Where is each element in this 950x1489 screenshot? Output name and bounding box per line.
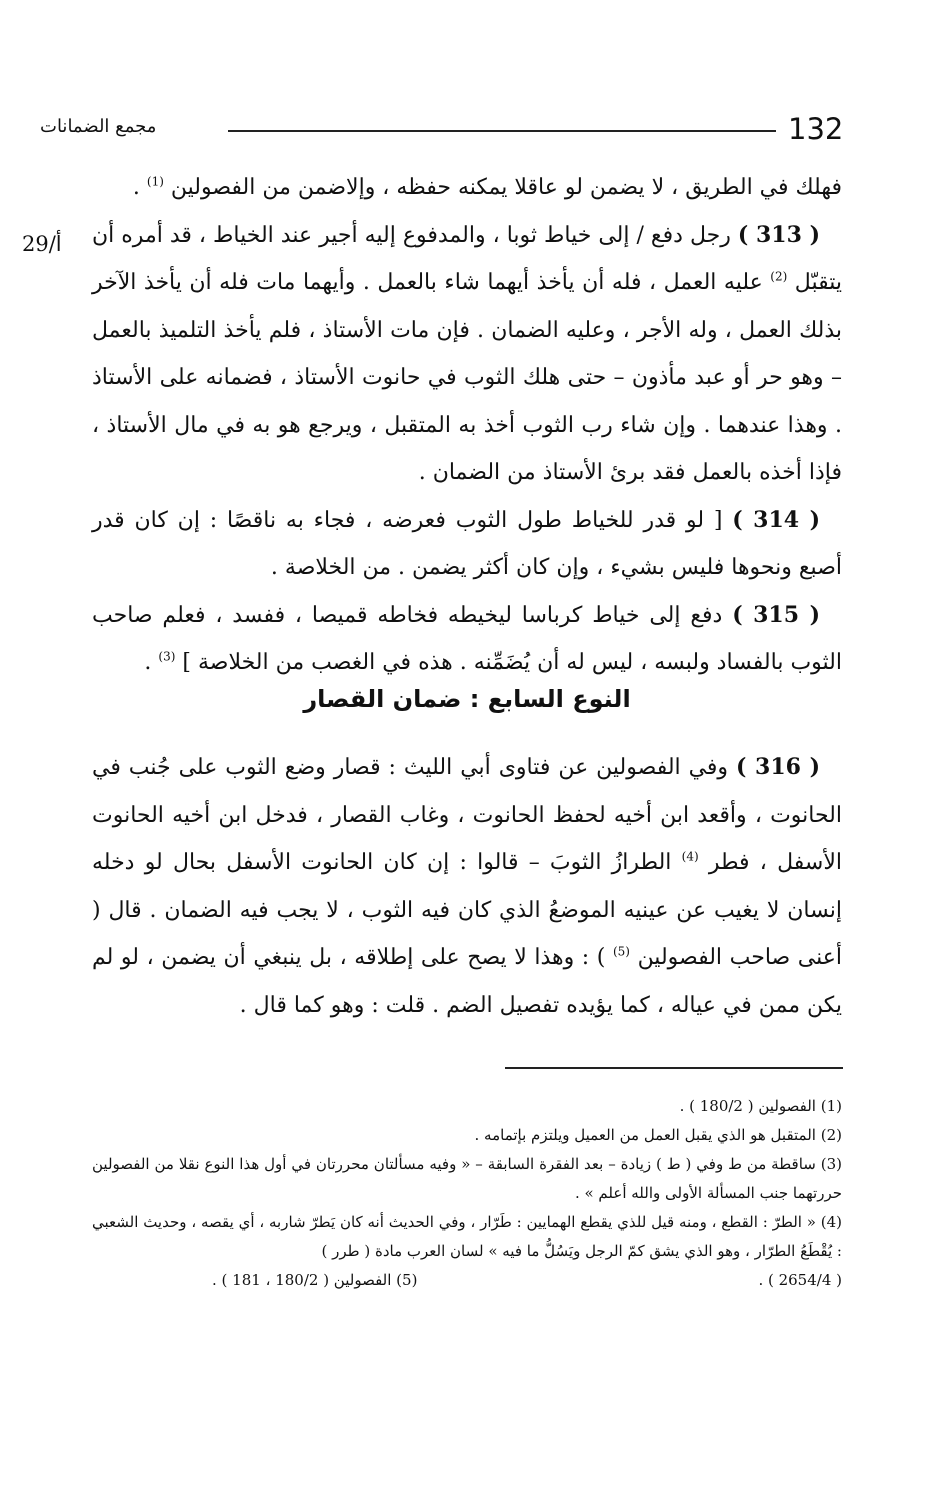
paragraph-end: . xyxy=(144,650,159,675)
footnote-2: (2) المتقبل هو الذي يقبل العمل من العميل ويلتزم بإتمامه . xyxy=(474,1126,842,1144)
paragraph-text: وفي الفصولين عن فتاوى أبي الليث : قصار وضع الثوب على جُنب في الحانوت ، وأقعد ابن أخيه لحفظ الحانوت ، وغاب القصار ، فدخل ابن أخيه الحانوت الأسفل ، فطر xyxy=(92,755,842,875)
footnote-1: (1) الفصولين ( 180/2 ) . xyxy=(679,1097,842,1115)
footnote-ref: (4) xyxy=(681,849,699,864)
paragraph-313 xyxy=(92,212,842,497)
paragraph-314 xyxy=(92,497,842,592)
footnote-4-end: ( 2654/4 ) . xyxy=(758,1271,842,1289)
paragraph-number: ( 313 ) xyxy=(737,221,820,248)
footnote-rule xyxy=(505,1067,843,1069)
footnote-ref: (3) xyxy=(158,649,176,664)
paragraph-text: دفع إلى خياط كرباسا ليخيطه فخاطه قميصا ، ففسد ، فعلم صاحب الثوب بالفساد ولبسه ، ليس له أن يُضَمِّنه . هذه في الغصب من الخلاصة ] xyxy=(92,602,842,675)
paragraph-text: [ لو قدر للخياط طول الثوب فعرضه ، فجاء به ناقصًا : إن كان قدر أصبع ونحوها فليس بشيء ، وإن كان أكثر يضمن . من الخلاصة . xyxy=(92,507,842,580)
paragraph-315 xyxy=(92,592,842,687)
paragraph-number: ( 316 ) xyxy=(736,754,820,780)
footnote-final-line xyxy=(92,1266,842,1295)
footnotes xyxy=(92,1092,842,1295)
paragraph-316 xyxy=(92,744,842,1029)
footnote-5: (5) الفصولين ( 180/2 ، 181 ) . xyxy=(212,1271,418,1289)
header-rule xyxy=(228,130,776,132)
footnote-ref: (2) xyxy=(770,269,788,284)
footnote-ref: (1) xyxy=(146,174,164,189)
footnote-3: (3) ساقطة من ط وفي ( ط ) زيادة – بعد الفقرة السابقة – « وفيه مسألتان محررتان في أول هذا النوع نقلا من الفصولين حررتهما جنب المسألة الأولى والله أعلم » . xyxy=(92,1155,842,1202)
paragraph-text: رجل دفع / إلى خياط ثوبا ، والمدفوع إليه أجير عند الخياط ، قد أمره أن يتقبّل xyxy=(92,222,842,295)
paragraph-text: ) : وهذا لا يصح على إطلاقه ، بل ينبغي أن يضمن ، لو لم يكن ممن في عياله ، كما يؤيده تفصيل الضم . قلت : وهو كما قال . xyxy=(92,945,842,1018)
running-title: مجمع الضمانات xyxy=(40,116,157,137)
footnote-4: (4) « الطرّ : القطع ، ومنه قيل للذي يقطع الهمايين : طَرّار ، وفي الحديث أنه كان يَطرّ شاربه ، أي يقصه ، وحديث الشعبي : يُقْطَعُ الطرّار ، وهو الذي يشق كمّ الرجل ويَسُلُّ ما فيه » لسان العرب مادة ( طرر ) xyxy=(92,1213,843,1260)
folio-margin-note: 29/أ xyxy=(22,232,62,256)
intro-end: . xyxy=(132,175,147,200)
section-heading: النوع السابع : ضمان القصار xyxy=(303,685,631,713)
paragraph-text: الطرازُ الثوبَ – قالوا : إن كان الحانوت الأسفل بحال لو دخله إنسان لا يغيب عن عينيه الموضعُ الذي كان فيه الثوب ، لا يجب فيه الضمان . قال ( أعنى صاحب الفصولين xyxy=(92,850,842,970)
paragraph-intro xyxy=(92,164,842,212)
body-text-lower xyxy=(92,744,842,1029)
paragraph-number: ( 315 ) xyxy=(732,601,820,628)
paragraph-text: عليه العمل ، فله أن يأخذ أيهما شاء بالعمل . وأيهما مات فله أن يأخذ الآخر بذلك العمل ، وله الأجر ، وعليه الضمان . فإن مات الأستاذ ، فلم يأخذ التلميذ بالعمل – وهو حر أو عبد مأذون – حتى هلك الثوب في حانوت الأستاذ ، فضمانه على الأستاذ . وهذا عندهما . وإن شاء رب الثوب أخذ به المتقبل ، ويرجع هو به في مال الأستاذ ، فإذا أخذه بالعمل فقد برئ الأستاذ من الضمان . xyxy=(92,270,842,485)
body-text-upper xyxy=(92,164,842,687)
intro-text: فهلك في الطريق ، لا يضمن لو عاقلا يمكنه حفظه ، وإلاضمن من الفصولين xyxy=(170,175,842,200)
page-number: 132 xyxy=(788,112,844,146)
paragraph-number: ( 314 ) xyxy=(732,506,821,533)
footnote-ref: (5) xyxy=(612,944,630,959)
